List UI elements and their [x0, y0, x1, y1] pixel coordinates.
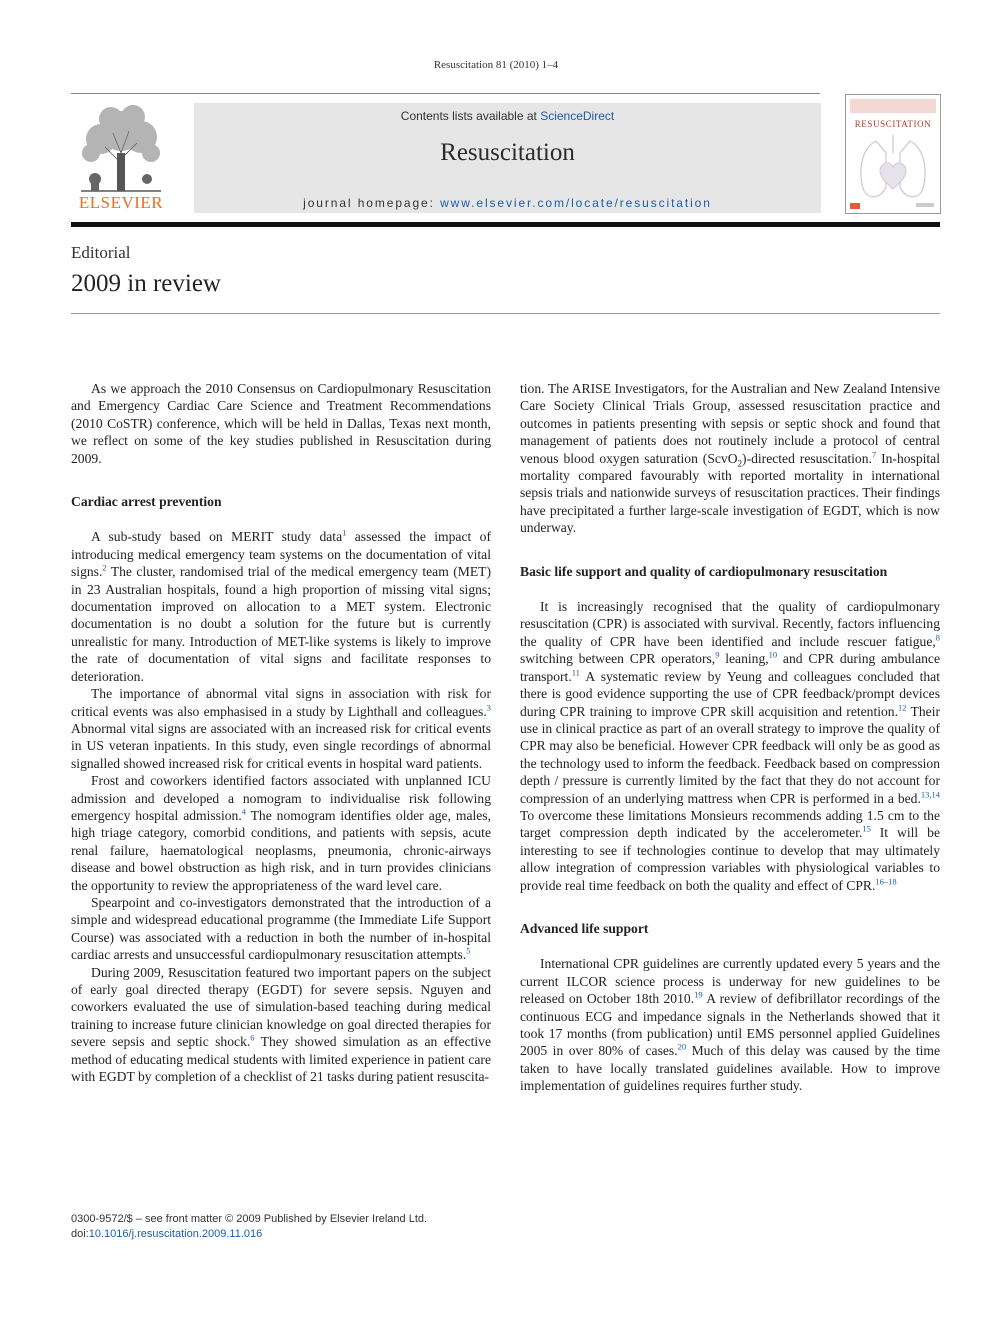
- journal-citation: Resuscitation 81 (2010) 1–4: [433, 59, 559, 71]
- reference-link[interactable]: 2: [102, 562, 107, 573]
- homepage-prefix: journal homepage:: [303, 196, 441, 210]
- reference-link[interactable]: 12: [898, 701, 907, 712]
- elsevier-logo[interactable]: [71, 103, 171, 213]
- section-heading-advanced-life-support: Advanced life support: [520, 920, 649, 936]
- paragraph: Frost and coworkers identified factors associated with unplanned ICU admission and developed a nomogram to individualise risk following emergency hospital admission.$^4$ The nomogram identifies older age, males, high triage category, comorbid conditions, and patients with sepsis, acute renal failure, haematological neoplasms, pneumonia, chronic-airways disease and bowel obstruction as high risk, and in turn provides clinicians the opportunity to review the appropriateness of the ward level care.: [71, 773, 491, 893]
- paragraph: The importance of abnormal vital signs in association with risk for critical events was also emphasised in a study by Lighthall and colleagues.$^3$ Abnormal vital signs are associated with an increased risk for critical events in US veteran inpatients. In this study, even single recordings of abnormal signalled showed increased risk for critical events in hospital ward patients.: [71, 686, 491, 771]
- reference-link[interactable]: 9: [715, 649, 720, 660]
- journal-homepage: [194, 196, 821, 210]
- cover-title: RESUSCITATION: [854, 119, 932, 129]
- header-thick-rule: [71, 222, 940, 227]
- paragraph: A sub-study based on MERIT study data$^1$ assessed the impact of introducing medical emergency team systems on the documentation of vital signs.$^2$ The cluster, randomised trial of the medical emergency team (MET) in 23 Australian hospitals, found a high proportion of missing vital signs; documentation improved on allocation to a MET system. Electronic documentation is no doubt a solution for the future but is currently unrealistic for many. Introduction of MET-like systems is likely to improve the rate of documentation of vital signs and facilitate responses to deterioration.: [71, 527, 491, 684]
- reference-link[interactable]: 11: [571, 667, 580, 678]
- reference-link[interactable]: 13,14: [920, 789, 940, 799]
- reference-link[interactable]: 3: [486, 701, 491, 712]
- journal-title: Resuscitation: [440, 139, 575, 166]
- article-type: Editorial: [71, 243, 131, 262]
- section-heading-cardiac-arrest-prevention: Cardiac arrest prevention: [71, 494, 222, 510]
- reference-link[interactable]: 1: [342, 527, 347, 538]
- reference-link[interactable]: 7: [871, 449, 877, 460]
- tree-icon: [71, 103, 171, 193]
- paragraph: As we approach the 2010 Consensus on Cardiopulmonary Resuscitation and Emergency Cardiac Care Science and Treatment Recommendations (2010 CoSTR) conference, which will be held in Dallas, Texas next month, we reflect on some of the key studies published in Resuscitation during 2009.: [71, 381, 491, 466]
- article-title: 2009 in review: [71, 270, 221, 297]
- journal-cover-thumbnail[interactable]: [845, 94, 941, 214]
- header-divider: [71, 93, 820, 94]
- reference-link[interactable]: 19: [694, 989, 703, 1000]
- homepage-link[interactable]: www.elsevier.com/locate/resuscitation: [440, 196, 712, 210]
- reference-link[interactable]: 6: [250, 1032, 255, 1043]
- reference-link[interactable]: 5: [466, 945, 471, 956]
- title-divider: [71, 313, 940, 314]
- reference-link[interactable]: 10: [768, 649, 778, 660]
- contents-line: [194, 109, 821, 123]
- reference-link[interactable]: 8: [935, 632, 940, 643]
- paragraph: tion. The ARISE Investigators, for the Australian and New Zealand Intensive Care Society Clinical Trials Group, assessed resuscitation practice and outcomes in patients presenting with sepsis or septic shock and found that management of patients does not routinely include a protocol of central venous blood oxygen saturation (ScvO$_2$)-directed resuscitation.$^7$ In-hospital mortality compared favourably with reported mortality in international sepsis trials and nationwide surveys of resuscitation practices. Their findings have precipitated a further large-scale investigation of EGDT, which is now underway.: [520, 381, 940, 536]
- heart-lungs-icon: [846, 131, 940, 211]
- elsevier-wordmark: ELSEVIER: [78, 193, 164, 212]
- reference-link[interactable]: 4: [241, 806, 246, 817]
- journal-header-band: [194, 103, 821, 213]
- paragraph: International CPR guidelines are currently updated every 5 years and the current ILCOR science process is underway for new guidelines to be released on October 18th 2010.19 A review of defibrillator recordings of the continuous ECG and impedance signals in the Netherlands showed that it took 17 months (from publication) until EMS personnel applied Guidelines 2005 in over 80% of cases.$^{20}$ Much of this delay was caused by the time taken to have locally translated guidelines available. How to improve implementation of guidelines requires further study.: [520, 956, 940, 1094]
- left-column: [71, 380, 491, 1085]
- page-footer: [71, 1212, 427, 1242]
- issn-line: 0300-9572/$ – see front matter © 2009 Published by Elsevier Ireland Ltd.: [71, 1213, 428, 1225]
- doi-line: doi:10.1016/j.resuscitation.2009.11.016: [71, 1228, 263, 1240]
- right-column: [520, 380, 940, 1095]
- paragraph: During 2009, Resuscitation featured two important papers on the subject of early goal directed therapy (EGDT) for severe sepsis. Nguyen and coworkers evaluated the use of simulation-based teaching during medical training to increase future clinician knowledge on goal directed therapies for severe sepsis and septic shock.$^6$ They showed simulation as an effective method of educating medical students with limited experience in patient care with EGDT by completion of a checklist of 21 tasks during patient resuscita-: [71, 964, 492, 1085]
- paragraph: It is increasingly recognised that the quality of cardiopulmonary resuscitation (CPR) is associated with survival. Recently, factors influencing the quality of CPR have been identified and include rescuer fatigue,$^8$ switching between CPR operators,$^9$ leaning,$^{10}$ and CPR during ambulance transport.$^{11}$ A systematic review by Yeung and colleagues concluded that there is good evidence supporting the use of CPR feedback/prompt devices during CPR training to improve CPR skill acquisition and retention.$^{12}$ Their use in clinical practice as part of an overall strategy to improve the quality of CPR may also be beneficial. However CPR feedback will only be as good as the technology used to inform the feedback. Feedback based on compression depth / pressure is currently limited by the fact that they do not account for compression of an underlying mattress when CPR is performed in a bed.$^{13,14}$ To overcome these limitations Monsieurs recommends adding 1.5 cm to the target compression depth indicated by the accelerometer.$^{15}$ It will be interesting to see if technologies continue to develop that may ultimately allow integration of compression variables with physiological variables to provide real time feedback on both the quality and effect of CPR.$^{16-18}$: [520, 599, 940, 893]
- cover-top-band: [850, 99, 936, 113]
- contents-prefix: Contents lists available at: [400, 109, 541, 123]
- doi-link[interactable]: 10.1016/j.resuscitation.2009.11.016: [88, 1228, 263, 1240]
- reference-link[interactable]: 20: [677, 1041, 687, 1052]
- sciencedirect-link[interactable]: ScienceDirect: [540, 109, 615, 123]
- paragraph: Spearpoint and co-investigators demonstrated that the introduction of a simple and widespread educational programme (the Immediate Life Support Course) was associated with a reduction in both the number of in-hospital cardiac arrests and unsuccessful cardiopulmonary resuscitation attempts.$^5$: [71, 894, 491, 963]
- section-heading-basic-life-support: Basic life support and quality of cardiopulmonary resuscitation: [520, 563, 888, 579]
- reference-link[interactable]: 16–18: [875, 876, 897, 887]
- reference-link[interactable]: 15: [862, 823, 871, 834]
